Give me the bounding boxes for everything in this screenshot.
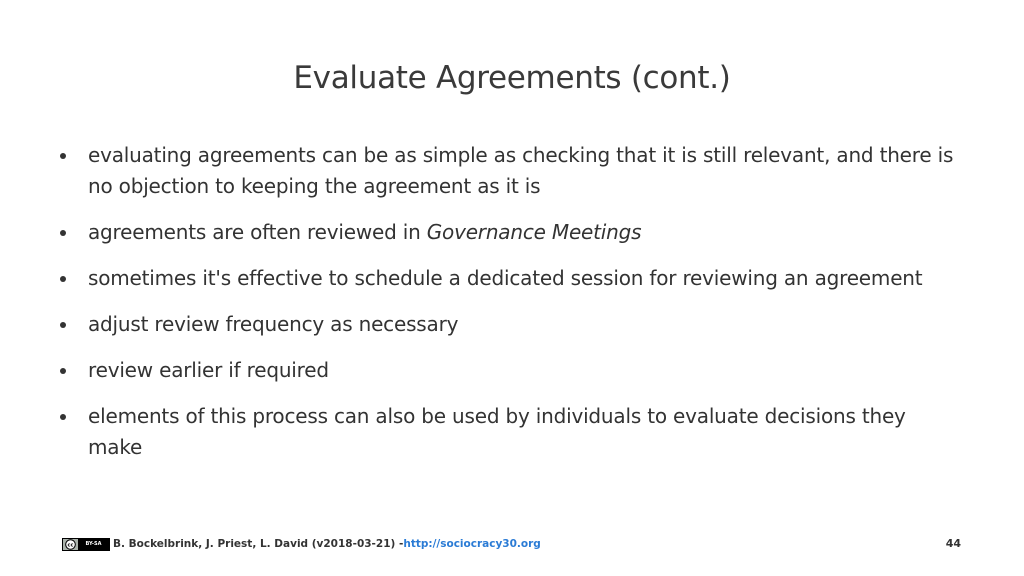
bullet-icon <box>60 414 66 420</box>
bullet-text: evaluating agreements can be as simple as checking that it is still relevant, and there is no objection to keeping the agreement as it is <box>88 143 954 198</box>
footer-link[interactable]: http://sociocracy30.org <box>403 538 541 550</box>
bullet-text: review earlier if required <box>88 358 329 382</box>
bullet-text: elements of this process can also be used by individuals to evaluate decisions they make <box>88 404 906 459</box>
bullet-text: agreements are often reviewed in <box>88 220 427 244</box>
cc-license-badge[interactable] <box>62 538 110 551</box>
bullet-text-emphasis: Governance Meetings <box>426 220 642 244</box>
bullet-icon <box>60 322 66 328</box>
footer-attribution: B. Bockelbrink, J. Priest, L. David (v2018-03-21) - <box>113 538 404 550</box>
footer <box>62 536 962 552</box>
bullet-text: adjust review frequency as necessary <box>88 312 459 336</box>
list-item <box>60 140 965 202</box>
cc-logo-icon <box>63 539 78 550</box>
page-number: 44 <box>945 537 961 550</box>
slide-title: Evaluate Agreements (cont.) <box>293 60 731 96</box>
svg-text:cc: cc <box>67 542 74 549</box>
list-item <box>60 355 965 386</box>
bullet-list <box>60 140 965 478</box>
list-item <box>60 263 965 294</box>
bullet-icon <box>60 153 66 159</box>
list-item <box>60 309 965 340</box>
bullet-text: sometimes it's effective to schedule a dedicated session for reviewing an agreement <box>88 266 923 290</box>
bullet-icon <box>60 276 66 282</box>
list-item <box>60 401 965 463</box>
list-item <box>60 217 965 248</box>
bullet-icon <box>60 368 66 374</box>
license-label: BY-SA <box>78 539 109 550</box>
bullet-icon <box>60 230 66 236</box>
